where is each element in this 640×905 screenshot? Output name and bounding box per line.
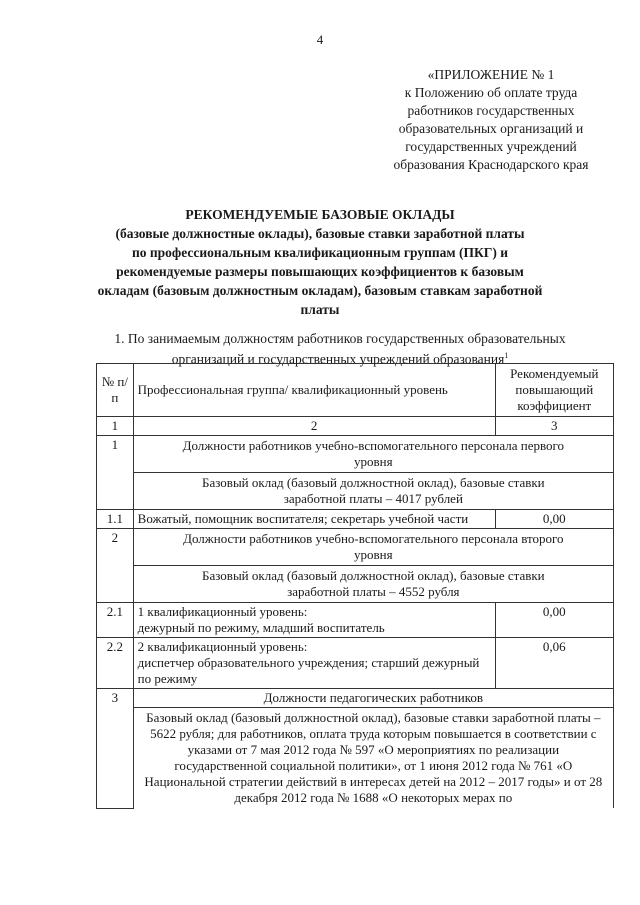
table-row — [97, 638, 614, 689]
base-salary: Базовый оклад (базовый должностной оклад), базовые ставки заработной платы – 4017 рублей — [133, 473, 613, 510]
table-header-row — [97, 364, 614, 417]
position-list: дежурный по режиму, младший воспитатель — [137, 620, 385, 635]
table-row — [97, 603, 614, 638]
coefficient-value: 0,00 — [495, 603, 613, 638]
column-number: 3 — [495, 417, 613, 436]
coefficient-value: 0,00 — [495, 510, 613, 529]
coefficient-value: 0,06 — [495, 638, 613, 689]
title-line: окладам (базовым должностным окладам), базовым ставкам заработной — [97, 283, 543, 298]
group-name: Должности работников учебно-вспомогательного персонала второго уровня — [133, 529, 613, 566]
base-salary: Базовый оклад (базовый должностной оклад), базовые ставки заработной платы – 5622 рубля; для работников, оплата труда которым повышается в соответствии с указами от 7 мая 2012 года № 597 «О мероприятиях по реализации государственной социальной политики», от 1 июня 2012 года № 761 «О Национальной стратегии действий в интересах детей на 2012 – 2017 годы» и от 28 декабря 2012 года № 1688 «О некоторых мерах по — [133, 708, 613, 809]
group-name: Должности педагогических работников — [133, 689, 613, 708]
table-row — [97, 510, 614, 529]
appendix-line: к Положению об оплате труда — [404, 85, 578, 100]
section-heading-text: организаций и государственных учреждений образования — [171, 351, 505, 367]
column-numbers-row — [97, 417, 614, 436]
row-num: 2.1 — [97, 603, 134, 638]
table-row — [97, 529, 614, 566]
header-coef: Рекомендуемый повышающий коэффициент — [495, 364, 613, 417]
title-line: рекомендуемые размеры повышающих коэффициентов к базовым — [116, 264, 524, 279]
appendix-line: работников государственных — [407, 103, 575, 118]
document-title — [80, 205, 560, 319]
footnote-mark: 1 — [504, 351, 509, 360]
base-salary: Базовый оклад (базовый должностной оклад), базовые ставки заработной платы – 4552 рубля — [133, 566, 613, 603]
section-heading — [95, 330, 585, 368]
qualification-level — [133, 603, 495, 638]
row-num: 2.2 — [97, 638, 134, 689]
position-list: Вожатый, помощник воспитателя; секретарь учебной части — [133, 510, 495, 529]
column-number: 1 — [97, 417, 134, 436]
row-num: 1.1 — [97, 510, 134, 529]
row-num: 3 — [97, 689, 134, 809]
level-label: 1 квалификационный уровень: — [137, 604, 308, 619]
row-num: 1 — [97, 436, 134, 510]
title-line: по профессиональным квалификационным группам (ПКГ) и — [131, 245, 509, 260]
appendix-reference — [380, 66, 602, 174]
group-name: Должности работников учебно-вспомогательного персонала первого уровня — [133, 436, 613, 473]
row-num: 2 — [97, 529, 134, 603]
level-label: 2 квалификационный уровень: — [137, 639, 308, 654]
appendix-title: «ПРИЛОЖЕНИЕ № 1 — [427, 67, 555, 82]
title-line: платы — [300, 302, 340, 317]
table-row — [97, 473, 614, 510]
page-number: 4 — [316, 32, 324, 47]
appendix-line: образования Краснодарского края — [393, 157, 589, 172]
table-row — [97, 566, 614, 603]
header-num: № п/п — [97, 364, 134, 417]
header-group: Профессиональная группа/ квалификационный уровень — [133, 364, 495, 417]
title-line: (базовые должностные оклады), базовые ставки заработной платы — [115, 226, 525, 241]
appendix-line: государственных учреждений — [405, 139, 577, 154]
table-row — [97, 708, 614, 809]
salary-table — [96, 363, 614, 809]
table-row — [97, 436, 614, 473]
position-list: диспетчер образовательного учреждения; старший дежурный по режиму — [137, 655, 480, 686]
title-line: РЕКОМЕНДУЕМЫЕ БАЗОВЫЕ ОКЛАДЫ — [185, 207, 455, 222]
table-row — [97, 689, 614, 708]
section-heading-line: 1. По занимаемым должностям работников государственных образовательных — [114, 331, 566, 346]
appendix-line: образовательных организаций и — [398, 121, 584, 136]
qualification-level — [133, 638, 495, 689]
column-number: 2 — [133, 417, 495, 436]
